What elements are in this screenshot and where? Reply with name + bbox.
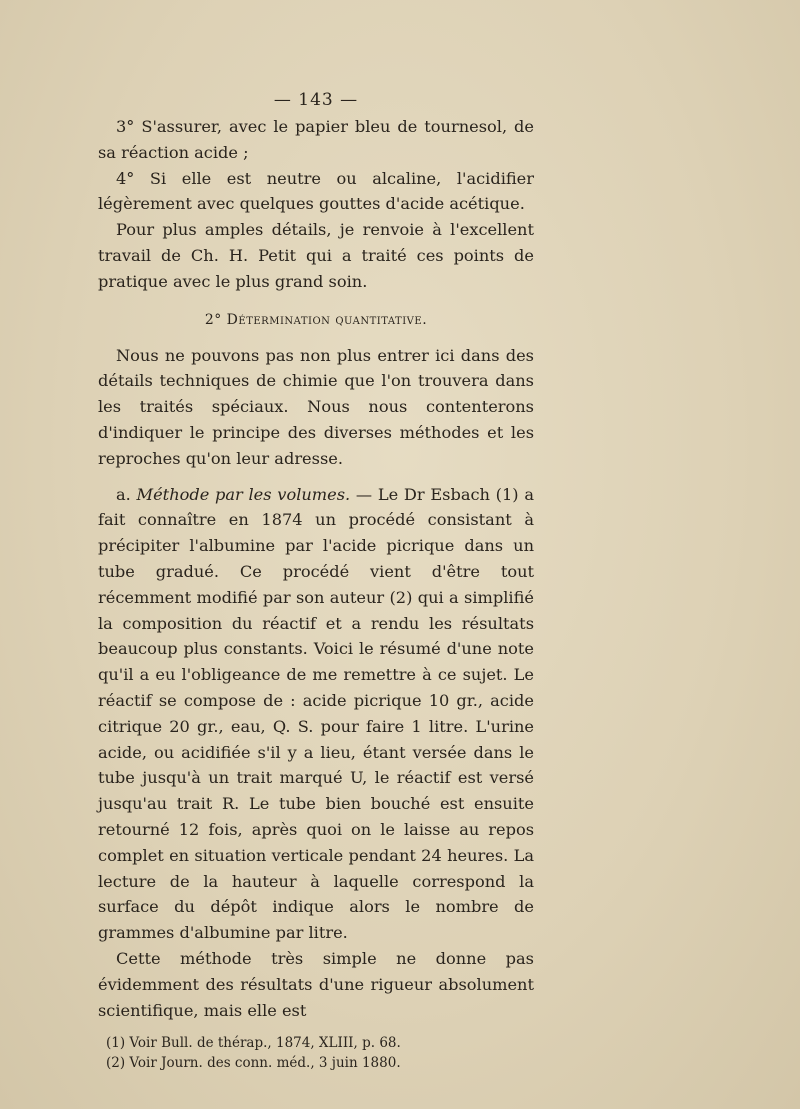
paragraph-details: Pour plus amples détails, je renvoie à l'excellent travail de Ch. H. Petit qui a traité ces points de pratique avec le plus grand soin. bbox=[98, 220, 534, 291]
paragraph-conclusion: Cette méthode très simple ne donne pas évidemment des résultats d'une rigueur absolument scientifique, mais elle est bbox=[98, 948, 534, 1020]
paragraph-intro: Nous ne pouvons pas non plus entrer ici dans des détails techniques de chimie que l'on trouvera dans les traités spéciaux. Nous nous contenterons d'indiquer le principe des diverses méthodes et les reproches qu'on leur adresse. bbox=[98, 345, 534, 468]
footnote-2: (2) Voir Journ. des conn. méd., 3 juin 1880. bbox=[106, 1055, 401, 1072]
method-body: — Le Dr Esbach (1) a fait connaître en 1874 un procédé consistant à précipiter l'albumine par l'acide picrique dans un tube gradué. Ce procédé vient d'être tout récemment modifié par son auteur (2) qui a simplifié la composition du réactif et a rendu les résultats beaucoup plus constants. Voici le résumé d'une note qu'il a eu l'obligeance de me remettre à ce sujet. Le réactif se compose de : acide picrique 10 gr., acide citrique 20 gr., eau, Q. S. pour faire 1 litre. L'urine acide, ou acidifiée s'il y a lieu, étant versée dans le tube jusqu'à un trait marqué U, le réactif est versé jusqu'au trait R. Le tube bien bouché est ensuite retourné 12 fois, après quoi on le laisse au repos complet en situation verticale pendant 24 heures. La lecture de la hauteur à laquelle correspond la surface du dépôt indique alors le nombre de grammes d'albumine par litre. bbox=[98, 484, 534, 943]
footnote-1: (1) Voir Bull. de thérap., 1874, XLIII, p. 68. bbox=[106, 1035, 401, 1052]
paragraph-method-volumes bbox=[98, 482, 534, 946]
method-title: Méthode par les volumes. bbox=[136, 484, 351, 504]
paragraph-gap bbox=[98, 472, 534, 482]
footnotes bbox=[98, 1033, 534, 1073]
paragraph-step-3: 3° S'assurer, avec le papier bleu de tournesol, de sa réaction acide ; bbox=[98, 117, 534, 162]
paragraph-step-4: 4° Si elle est neutre ou alcaline, l'acidifier légèrement avec quelques gouttes d'acide acétique. bbox=[98, 168, 534, 214]
page-number: — 143 — bbox=[273, 90, 359, 110]
text-block bbox=[98, 88, 534, 1073]
section-heading: 2° Détermination quantitative. bbox=[204, 311, 428, 328]
method-label: a. bbox=[116, 484, 131, 504]
